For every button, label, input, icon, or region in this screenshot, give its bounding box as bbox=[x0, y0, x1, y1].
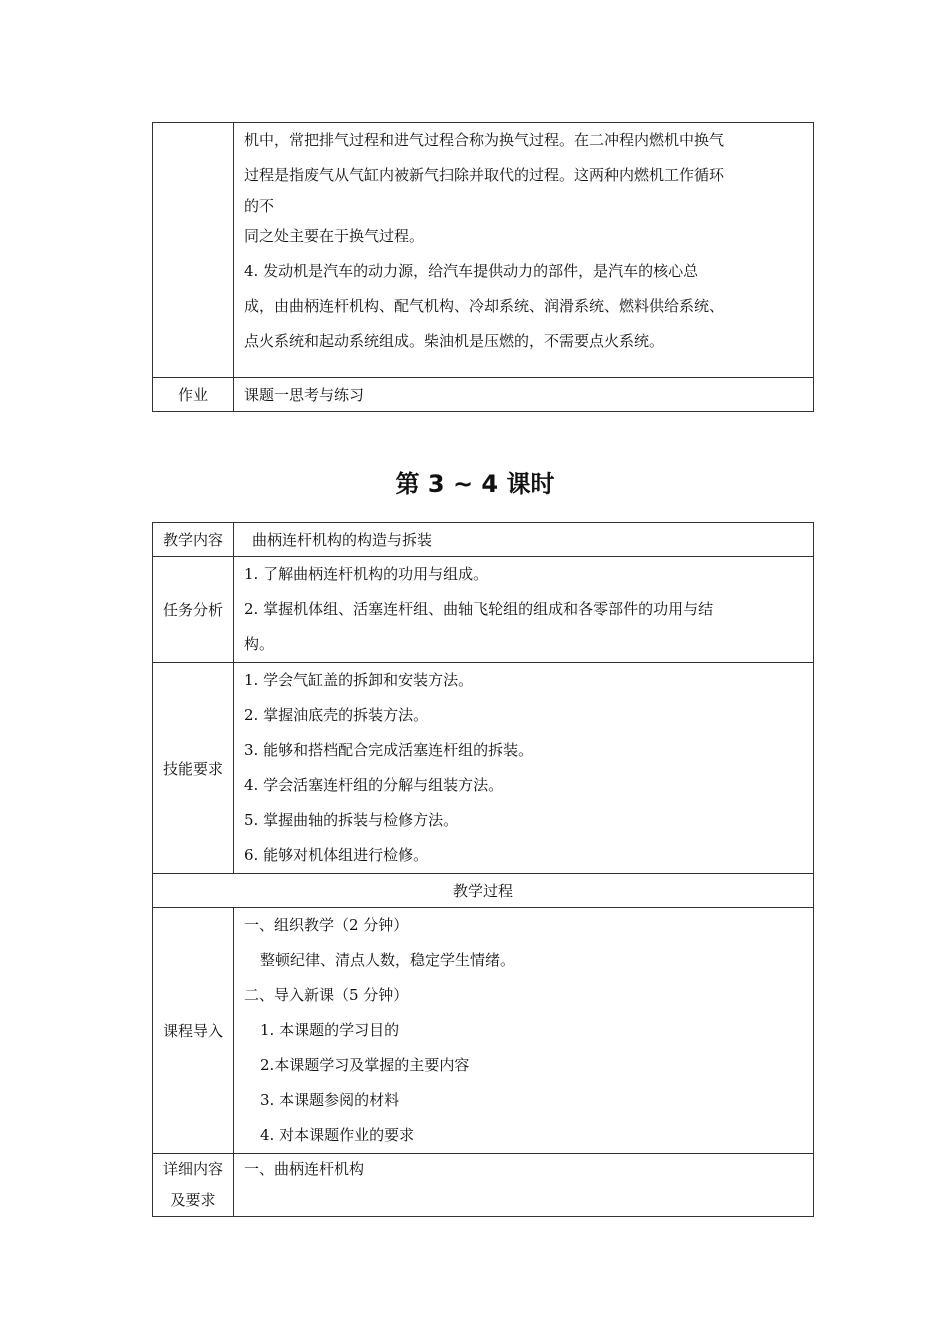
text-line: 过程是指废气从气缸内被新气扫除并取代的过程。这两种内燃机工作循环 bbox=[244, 166, 725, 184]
detail-label-line: 及要求 bbox=[170, 1191, 216, 1209]
intro-line: 1. 本课题的学习目的 bbox=[260, 1021, 400, 1039]
intro-line: 4. 对本课题作业的要求 bbox=[260, 1126, 415, 1144]
table-row bbox=[153, 378, 814, 412]
intro-label: 课程导入 bbox=[153, 908, 234, 1154]
continuation-table bbox=[152, 122, 814, 412]
table-row bbox=[153, 557, 814, 663]
table-row bbox=[153, 663, 814, 874]
task-line: 构。 bbox=[244, 635, 275, 653]
task-line: 1. 了解曲柄连杆机构的功用与组成。 bbox=[244, 565, 489, 583]
skill-line: 2. 掌握油底壳的拆装方法。 bbox=[244, 706, 429, 724]
intro-line: 一、组织教学（2 分钟） bbox=[244, 916, 409, 934]
skill-line: 1. 学会气缸盖的拆卸和安装方法。 bbox=[244, 671, 474, 689]
text-line: 机中，常把排气过程和进气过程合称为换气过程。在二冲程内燃机中换气 bbox=[244, 131, 725, 149]
text-line: 点火系统和起动系统组成。柴油机是压燃的，不需要点火系统。 bbox=[244, 332, 665, 350]
teaching-content-label: 教学内容 bbox=[153, 523, 234, 557]
table-row bbox=[153, 123, 814, 378]
text-line: 成，由曲柄连杆机构、配气机构、冷却系统、润滑系统、燃料供给系统、 bbox=[244, 297, 725, 315]
task-analysis-label: 任务分析 bbox=[153, 557, 234, 663]
homework-label: 作业 bbox=[153, 378, 234, 412]
task-line: 2. 掌握机体组、活塞连杆组、曲轴飞轮组的组成和各零部件的功用与结 bbox=[244, 600, 714, 618]
detail-label-line: 详细内容 bbox=[162, 1160, 223, 1178]
intro-cell bbox=[234, 908, 814, 1154]
content-cell bbox=[234, 123, 814, 378]
intro-line: 二、导入新课（5 分钟） bbox=[244, 986, 409, 1004]
text-line: 的不 bbox=[244, 197, 275, 215]
detail-value-cell bbox=[234, 1154, 814, 1217]
detail-label bbox=[153, 1154, 234, 1217]
skill-line: 4. 学会活塞连杆组的分解与组装方法。 bbox=[244, 776, 504, 794]
text-line: 同之处主要在于换气过程。 bbox=[244, 227, 425, 245]
skill-line: 3. 能够和搭档配合完成活塞连杆组的拆装。 bbox=[244, 741, 534, 759]
table-row bbox=[153, 908, 814, 1154]
teaching-content-value: 曲柄连杆机构的构造与拆装 bbox=[234, 523, 814, 557]
intro-line: 整顿纪律、清点人数，稳定学生情绪。 bbox=[260, 951, 516, 969]
skills-cell bbox=[234, 663, 814, 874]
intro-line: 3. 本课题参阅的材料 bbox=[260, 1091, 400, 1109]
intro-line: 2.本课题学习及掌握的主要内容 bbox=[260, 1056, 470, 1074]
homework-value: 课题一思考与练习 bbox=[234, 378, 814, 412]
skill-line: 6. 能够对机体组进行检修。 bbox=[244, 846, 429, 864]
process-header: 教学过程 bbox=[153, 874, 814, 908]
table-row bbox=[153, 874, 814, 908]
lesson-table bbox=[152, 522, 814, 1217]
table-row bbox=[153, 523, 814, 557]
empty-label-cell bbox=[153, 123, 234, 378]
table-row bbox=[153, 1154, 814, 1217]
detail-value: 一、曲柄连杆机构 bbox=[244, 1160, 365, 1178]
section-title: 第 3 ~ 4 课时 bbox=[395, 470, 555, 498]
task-analysis-cell bbox=[234, 557, 814, 663]
skill-line: 5. 掌握曲轴的拆装与检修方法。 bbox=[244, 811, 459, 829]
text-line: 4. 发动机是汽车的动力源，给汽车提供动力的部件，是汽车的核心总 bbox=[244, 262, 699, 280]
skills-label: 技能要求 bbox=[153, 663, 234, 874]
